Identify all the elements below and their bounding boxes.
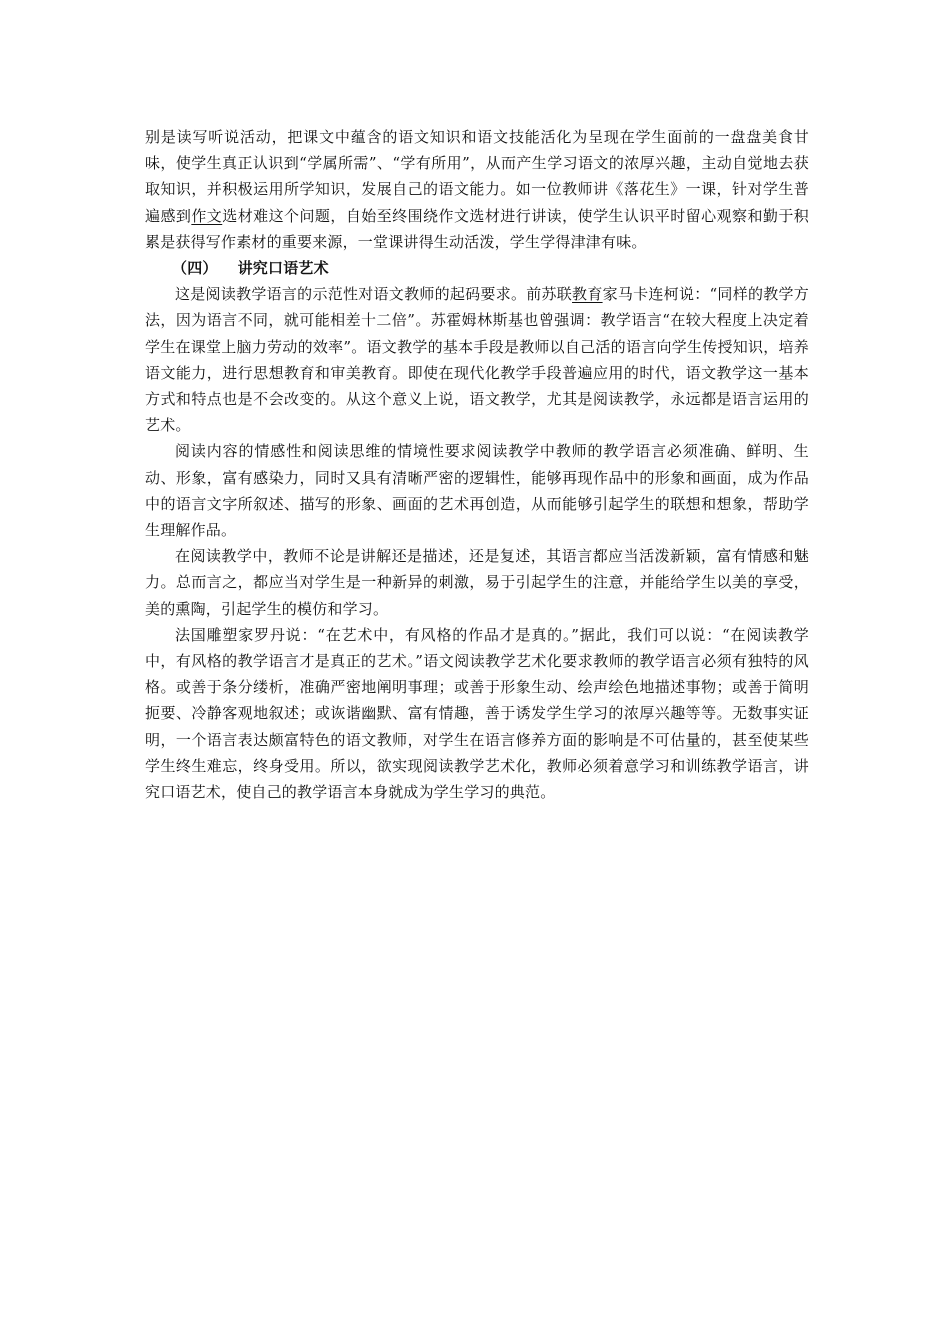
paragraph-3: 在阅读教学中，教师不论是讲解还是描述，还是复述，其语言都应当活泼新颖，富有情感和魅力。总而言之，都应当对学生是一种新异的刺激，易于引起学生的注意，并能给学生以美的享受，美的熏陶，引起学生的模仿和学习。 [145, 547, 809, 618]
section-heading [145, 255, 809, 281]
paragraph-text: 家马卡连柯说：“同样的教学方法，因为语言不同，就可能相差十二倍”。苏霍姆林斯基也曾强调：教学语言“在较大程度上决定着学生在课堂上脑力劳动的效率”。语文教学的基本手段是教师以自己活的语言向学生传授知识，培养语文能力，进行思想教育和审美教育。即使在现代化教学手段普遍应用的时代，语文教学这一基本方式和特点也是不会改变的。从这个意义上说，语文教学，尤其是阅读教学，永远都是语言运用的艺术。 [145, 285, 809, 435]
paragraph-1 [145, 281, 809, 438]
link-jiaoyu[interactable]: 教育 [572, 285, 603, 304]
paragraph-2: 阅读内容的情感性和阅读思维的情境性要求阅读教学中教师的教学语言必须准确、鲜明、生动、形象，富有感染力，同时又具有清晰严密的逻辑性，能够再现作品中的形象和画面，成为作品中的语言文字所叙述、描写的形象、画面的艺术再创造，从而能够引起学生的联想和想象，帮助学生理解作品。 [145, 442, 809, 540]
paragraph-text: 别是读写听说活动，把课文中蕴含的语文知识和语文技能活化为呈现在学生面前的一盘盘美食甘味，使学生真正认识到“学属所需”、“学有所用”，从而产生学习语文的浓厚兴趣，主动自觉地去获取知识，并积极运用所学知识，发展自己的语文能力。如一位教师讲《落花生》一课，针对学生普遍感到 [145, 128, 809, 225]
section-number: （四） [172, 259, 218, 278]
paragraph-continued [145, 124, 809, 255]
paragraph-text: 选材难这个问题，自始至终围绕作文选材进行讲读，使学生认识平时留心观察和勤于积累是获得写作素材的重要来源，一堂课讲得生动活泼，学生学得津津有味。 [145, 206, 809, 251]
paragraph-4: 法国雕塑家罗丹说：“在艺术中，有风格的作品才是真的。”据此，我们可以说：“在阅读教学中，有风格的教学语言才是真正的艺术。”语文阅读教学艺术化要求教师的教学语言必须有独特的风格。或善于条分缕析，准确严密地阐明事理；或善于形象生动、绘声绘色地描述事物；或善于简明扼要、冷静客观地叙述；或诙谐幽默、富有情趣，善于诱发学生学习的浓厚兴趣等等。无数事实证明，一个语言表达颇富特色的语文教师，对学生在语言修养方面的影响是不可估量的，甚至使某些学生终生难忘，终身受用。所以，欲实现阅读教学艺术化，教师必须着意学习和训练教学语言，讲究口语艺术，使自己的教学语言本身就成为学生学习的典范。 [145, 625, 809, 802]
section-title: 讲究口语艺术 [237, 259, 329, 278]
link-zuowen[interactable]: 作文 [191, 206, 223, 225]
paragraph-text: 这是阅读教学语言的示范性对语文教师的起码要求。前苏联 [175, 285, 573, 304]
document-body [145, 124, 809, 805]
